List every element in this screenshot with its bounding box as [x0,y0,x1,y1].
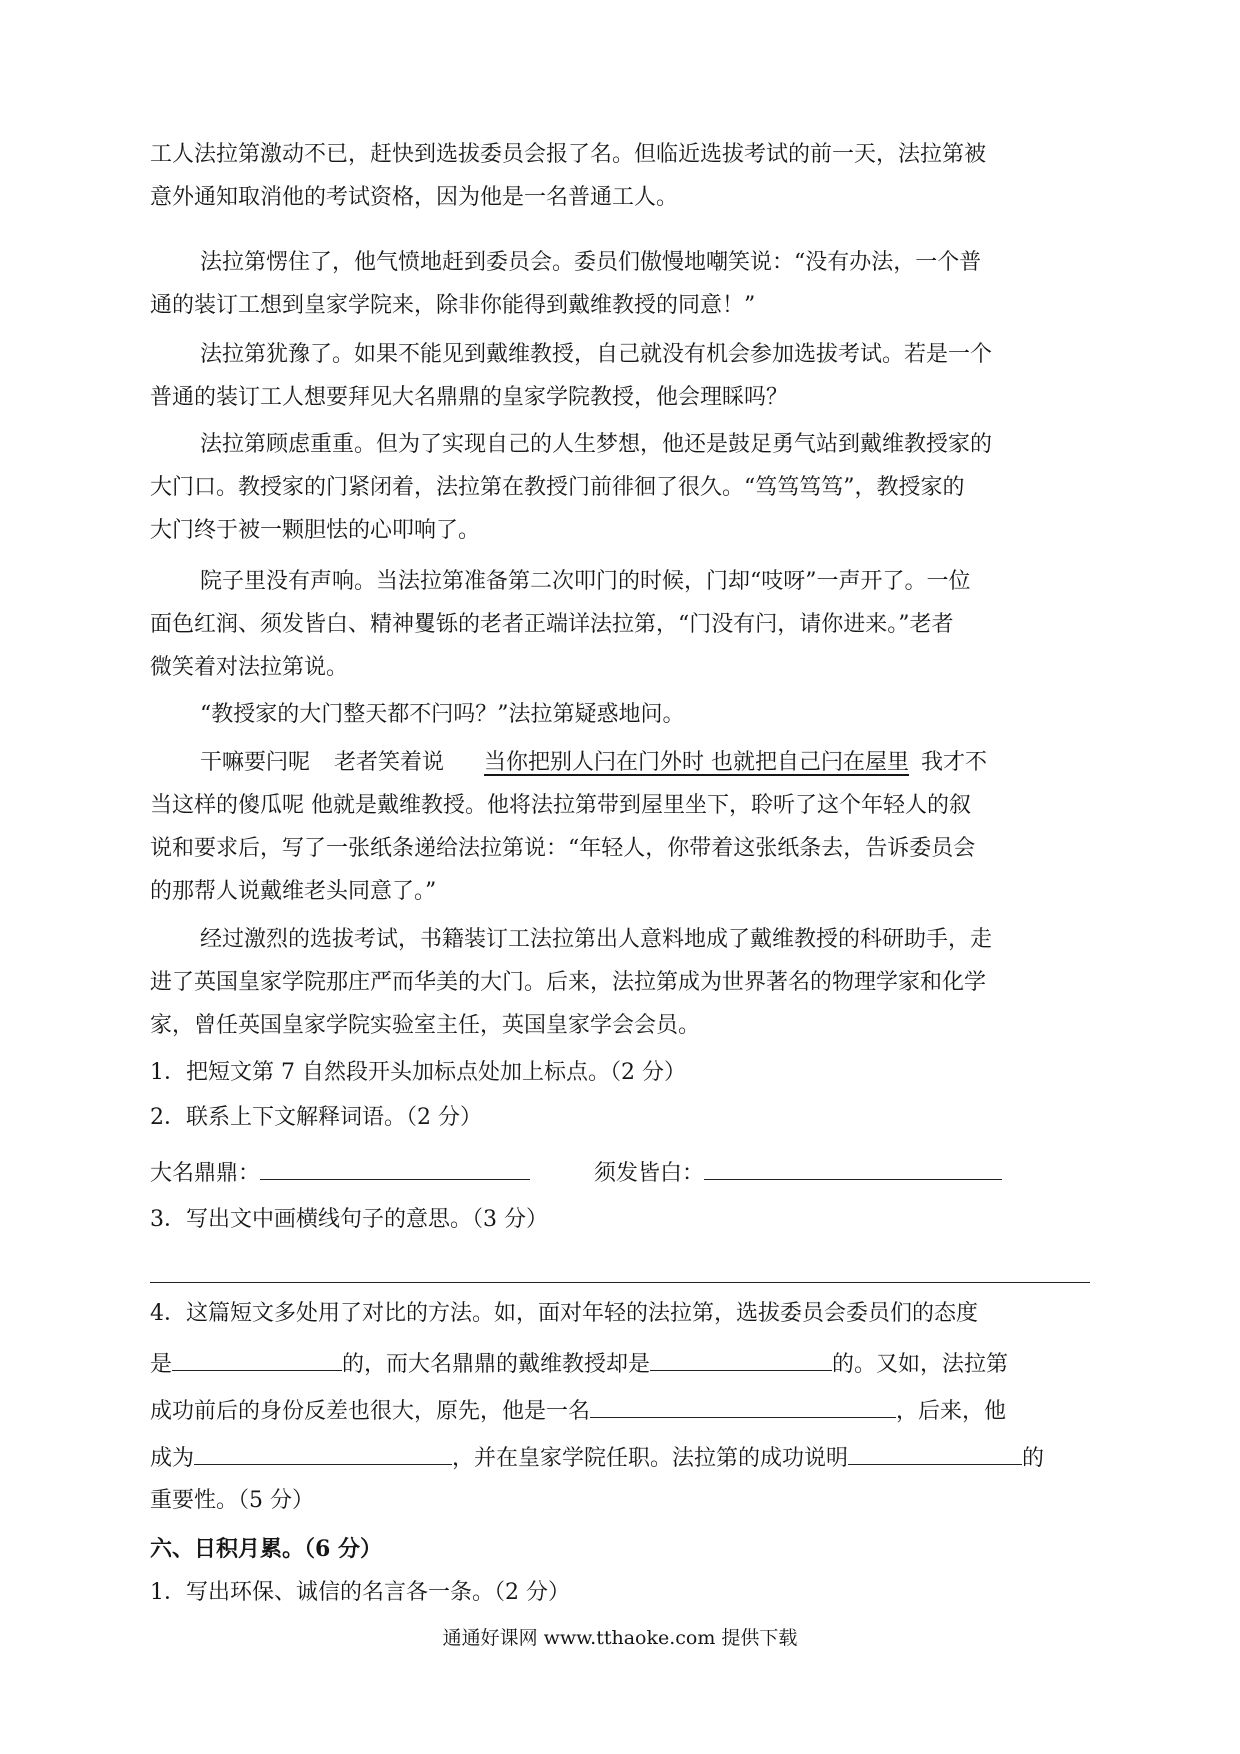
q4-text-f: 成为 [150,1446,195,1471]
paragraph-8-line-3: 家，曾任英国皇家学院实验室主任，英国皇家学会会员。 [150,1013,701,1038]
section-6-heading: 六、日积月累。（6 分） [150,1536,382,1562]
q4-text-e: ，后来，他 [896,1399,1007,1424]
paragraph-2-line-2: 通的装订工想到皇家学院来，除非你能得到戴维教授的同意！” [150,293,756,318]
paragraph-8-line-2: 进了英国皇家学院那庄严而华美的大门。后来，法拉第成为世界著名的物理学家和化学 [150,970,987,995]
paragraph-7-fragment-2: 老者笑着说 [334,750,445,775]
q4-text-g: ，并在皇家学院任职。法拉第的成功说明 [452,1446,849,1471]
paragraph-3-line-1: 法拉第犹豫了。如果不能见到戴维教授，自己就没有机会参加选拔考试。若是一个 [200,342,993,367]
answer-blank-term2[interactable] [704,1155,1002,1180]
footer-source-note: 通通好课网 www.tthaoke.com 提供下载 [442,1627,798,1649]
paragraph-3-line-2: 普通的装订工人想要拜见大名鼎鼎的皇家学院教授，他会理睬吗？ [150,385,789,410]
answer-blank-success-lesson[interactable] [848,1440,1022,1465]
q4-text-c: 的。又如，法拉第 [832,1352,1009,1377]
q4-text-a: 是 [150,1352,173,1377]
paragraph-5-line-2: 面色红润、须发皆白、精神矍铄的老者正端详法拉第，“门没有闩，请你进来。”老者 [150,612,954,637]
paragraph-7-fragment-1: 干嘛要闩呢 [200,750,311,775]
paragraph-7-line-3: 说和要求后，写了一张纸条递给法拉第说：“年轻人，你带着这张纸条去，告诉委员会 [150,836,976,861]
paragraph-8-line-1: 经过激烈的选拔考试，书籍装订工法拉第出人意料地成了戴维教授的科研助手，走 [200,927,993,952]
paragraph-7-line-1 [200,748,987,778]
q4-text-b: 的，而大名鼎鼎的戴维教授却是 [342,1352,651,1377]
answer-blank-committee-attitude[interactable] [172,1346,342,1371]
question-4-line-3 [150,1393,1006,1423]
answer-blank-davy-attitude[interactable] [650,1346,832,1371]
q4-text-d: 成功前后的身份反差也很大，原先，他是一名 [150,1399,591,1424]
paragraph-5-line-1: 院子里没有声响。当法拉第准备第二次叩门的时候，门却“吱呀”一声开了。一位 [200,569,971,594]
question-1: 1．把短文第 7 自然段开头加标点处加上标点。（2 分） [150,1060,686,1085]
paragraph-7-line-2: 当这样的傻瓜呢 他就是戴维教授。他将法拉第带到屋里坐下，聆听了这个年轻人的叙 [150,793,971,818]
section-6-question-1: 1．写出环保、诚信的名言各一条。（2 分） [150,1580,570,1605]
question-4-line-1: 4．这篇短文多处用了对比的方法。如，面对年轻的法拉第，选拔委员会委员们的态度 [150,1301,978,1326]
question-4-line-4 [150,1440,1044,1470]
answer-blank-identity-after[interactable] [194,1440,452,1465]
answer-line-question-3[interactable] [150,1282,1090,1283]
paragraph-4-line-3: 大门终于被一颗胆怯的心叩响了。 [150,518,481,543]
answer-blank-term1[interactable] [260,1155,530,1180]
paragraph-5-line-3: 微笑着对法拉第说。 [150,655,349,680]
term-daming-dingding: 大名鼎鼎： [150,1161,261,1186]
paragraph-7-line-4: 的那帮人说戴维老头同意了。” [150,879,437,904]
paragraph-4-line-1: 法拉第顾虑重重。但为了实现自己的人生梦想，他还是鼓足勇气站到戴维教授家的 [200,432,993,457]
question-4-line-5: 重要性。（5 分） [150,1488,314,1513]
paragraph-6-line-1: “教授家的大门整天都不闩吗？”法拉第疑惑地问。 [200,702,685,727]
question-4-line-2 [150,1346,1008,1376]
paragraph-1-line-1: 工人法拉第激动不已，赶快到选拔委员会报了名。但临近选拔考试的前一天，法拉第被 [150,142,987,167]
question-2: 2．联系上下文解释词语。（2 分） [150,1105,482,1130]
paragraph-4-line-2: 大门口。教授家的门紧闭着，法拉第在教授门前徘徊了很久。“笃笃笃笃”，教授家的 [150,475,965,500]
underlined-sentence: 当你把别人闩在门外时 也就把自己闩在屋里 [484,750,910,775]
term-xufa-jiebai: 须发皆白： [594,1161,705,1186]
paragraph-1-line-2: 意外通知取消他的考试资格，因为他是一名普通工人。 [150,185,679,210]
question-2-answer-row [150,1155,1002,1185]
answer-blank-identity-before[interactable] [590,1393,896,1418]
q4-text-h: 的 [1022,1446,1045,1471]
question-3: 3．写出文中画横线句子的意思。（3 分） [150,1207,548,1232]
paragraph-2-line-1: 法拉第愣住了，他气愤地赶到委员会。委员们傲慢地嘲笑说：“没有办法，一个普 [200,250,982,275]
paragraph-7-fragment-3: 我才不 [921,750,988,775]
